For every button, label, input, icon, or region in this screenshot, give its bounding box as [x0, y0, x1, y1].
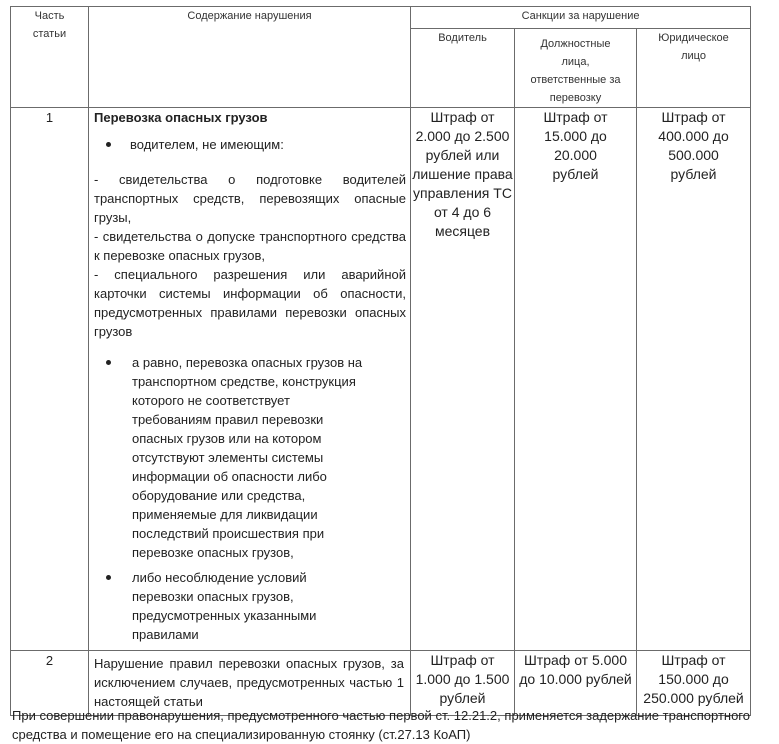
- driver-sanction: Штраф от 1.000 до 1.500 рублей: [411, 651, 515, 716]
- legal-sanction: Штраф от 150.000 до 250.000 рублей: [637, 651, 751, 716]
- bullet-text: а равно, перевозка опасных грузов на транспортном средстве, конструкция которого не соответствует требованиям правил перевозки опасных грузов или на котором отсутствуют элементы системы информации об опасности либо оборудование или средства, применяемые для ликвидации последствий происшествия при перевозке опасных грузов,: [132, 355, 363, 560]
- driver-sanction: Штраф от 2.000 до 2.500 рублей или лишение права управления ТС от 4 до 6 месяцев: [411, 108, 515, 651]
- list-item: - свидетельства о подготовке водителей транспортных средств, перевозящих опасные грузы,: [94, 172, 406, 225]
- header-sanctions: Санкции за нарушение: [411, 7, 751, 29]
- list-item: - специального разрешения или аварийной карточки системы информации об опасности, предусмотренных правилами перевозки опасных грузов: [94, 267, 406, 339]
- header-driver: Водитель: [411, 29, 515, 108]
- header-row: [11, 7, 751, 29]
- header-part: Часть статьи: [11, 7, 89, 108]
- violation-content: [89, 108, 411, 651]
- violation-text: Нарушение правил перевозки опасных грузов, за исключением случаев, предусмотренных частью 1 настоящей статьи: [94, 656, 404, 709]
- list-item: [94, 353, 368, 562]
- footer-note: При совершении правонарушения, предусмотренного частью первой ст. 12.21.2, применяется задержание транспортного средства и помещение его на специализированную стоянку (ст.27.13 КоАП): [12, 708, 750, 742]
- bullet-icon: [106, 142, 111, 147]
- bullet-text: водителем, не имеющим:: [130, 137, 284, 152]
- bullet-text: либо несоблюдение условий перевозки опасных грузов, предусмотренных указанными правилами: [132, 570, 317, 642]
- officials-sanction: Штраф от 5.000 до 10.000 рублей: [515, 651, 637, 716]
- header-legal: Юридическое лицо: [637, 29, 751, 108]
- list-item: [94, 568, 368, 644]
- row-number: 1: [11, 108, 89, 651]
- list-item: [94, 135, 406, 154]
- list-item: - свидетельства о допуске транспортного средства к перевозке опасных грузов,: [94, 229, 406, 263]
- bullet-icon: [106, 360, 111, 365]
- legal-sanction: Штраф от 400.000 до 500.000 рублей: [637, 108, 751, 651]
- officials-sanction: Штраф от 15.000 до 20.000 рублей: [515, 108, 637, 651]
- fines-table: [10, 6, 751, 716]
- header-content: Содержание нарушения: [89, 7, 411, 108]
- table-row: [11, 108, 751, 651]
- violation-title: Перевозка опасных грузов: [94, 110, 268, 125]
- bullet-icon: [106, 575, 111, 580]
- header-officials: Должностные лица, ответственные за перевозку: [515, 29, 637, 108]
- row-number: 2: [11, 651, 89, 716]
